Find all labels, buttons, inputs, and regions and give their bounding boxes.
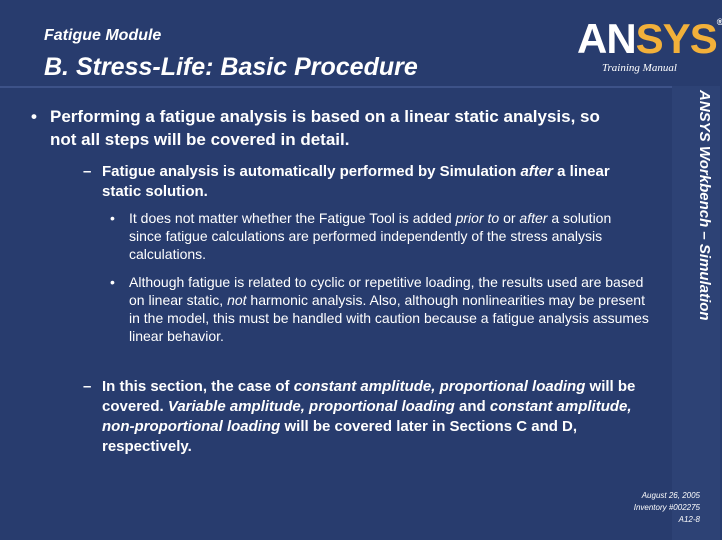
emphasis-text: not	[227, 292, 247, 308]
text-run: It does not matter whether the Fatigue Tool is added	[129, 210, 456, 226]
bullet-level1	[31, 105, 630, 151]
text-run: or	[499, 210, 520, 226]
emphasis-text: after	[519, 210, 548, 226]
registered-mark: ®	[716, 17, 722, 27]
emphasis-text: constant amplitude, non-proportional loading	[102, 398, 632, 435]
text-run: will be covered later in Sections C and D, respectively.	[102, 418, 578, 455]
bullet-level3-linear-static	[110, 273, 649, 345]
bullet-icon: •	[110, 274, 115, 290]
footer-date: August 26, 2005	[641, 491, 700, 500]
emphasis-text: constant amplitude, proportional loading	[293, 378, 586, 395]
text-run: Fatigue analysis is automatically performed by Simulation	[102, 163, 521, 180]
dash-icon: –	[83, 378, 92, 395]
bullet-icon: •	[110, 210, 115, 226]
text-run: harmonic analysis. Also, although nonlinearities may be present in the model, this must be handled with caution because a fatigue analysis assumes linear behavior.	[129, 292, 649, 344]
bullet-level3-fatigue-tool	[110, 209, 629, 263]
bullet-level2-simulation	[83, 162, 622, 202]
text-run: In this section, the case of	[102, 378, 294, 395]
text-run: will be covered.	[102, 378, 636, 415]
emphasis-text: after	[520, 163, 553, 180]
bullet-icon: •	[31, 107, 37, 126]
module-title: Fatigue Module	[44, 27, 162, 44]
footer	[634, 490, 700, 526]
page-title: B. Stress-Life: Basic Procedure	[44, 53, 418, 81]
text-run: Although fatigue is related to cyclic or repetitive loading, the results used are based on linear static,	[129, 274, 644, 308]
training-manual-label: Training Manual	[602, 62, 677, 74]
side-banner-text: ANSYS Workbench – Simulation	[696, 90, 713, 321]
bullet-text: Performing a fatigue analysis is based on a linear static analysis, so not all steps will be covered in detail.	[50, 107, 600, 149]
ansys-logo	[577, 15, 722, 62]
text-run: a linear static solution.	[102, 163, 610, 200]
dash-icon: –	[83, 163, 92, 180]
bullet-level2-section-scope	[83, 377, 652, 457]
footer-inventory: Inventory #002275	[633, 503, 700, 512]
text-run: a solution since fatigue calculations are performed independently of the stress analysis calculations.	[129, 210, 612, 262]
header-rule	[0, 86, 720, 88]
footer-page-number: A12-8	[678, 515, 700, 524]
logo-text-white: AN	[577, 15, 636, 62]
emphasis-text: Variable amplitude, proportional loading	[167, 398, 455, 415]
emphasis-text: prior to	[455, 210, 500, 226]
logo-text-gold: SYS	[635, 15, 717, 62]
text-run: and	[454, 398, 490, 415]
